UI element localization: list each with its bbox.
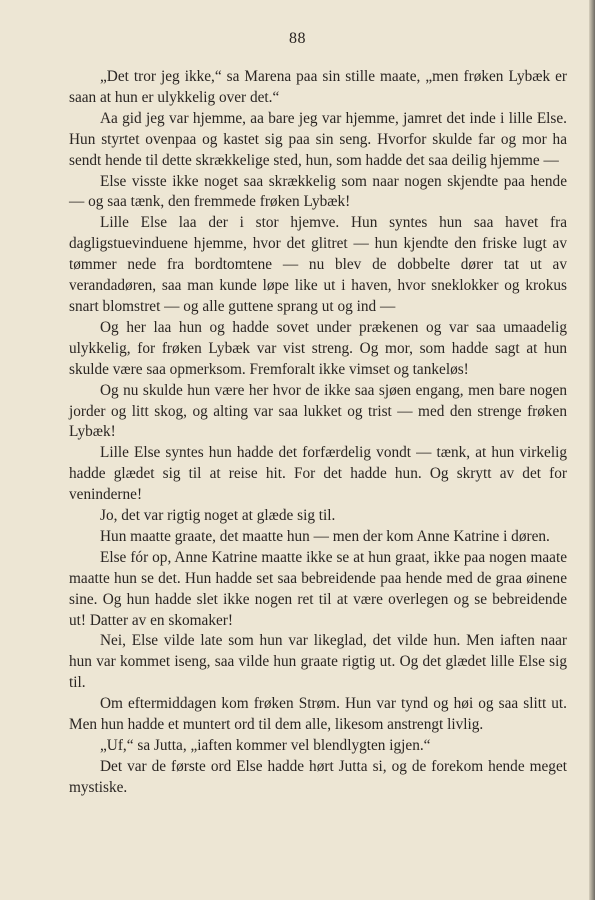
paragraph: Lille Else laa der i stor hjemve. Hun syntes hun saa havet fra dagligstuevinduene hjemme, hvor det glitret — hun kjendte den friske lugt av tømmer nede fra bordtomtene — nu blev de dobbelte dører tat ut av verandadøren, saa man kunde løpe like ut i haven, hvor sneklokker og krokus snart blomstret — og alle guttene sprang ut og ind — (69, 214, 567, 315)
paragraph: „Uf,“ sa Jutta, „iaften kommer vel blendlygten igjen.“ (100, 737, 431, 754)
paragraph: Lille Else syntes hun hadde det forfærdelig vondt — tænk, at hun virkelig hadde glædet sig til at reise hit. For det hadde hun. Og skrytt av det for veninderne! (69, 444, 567, 504)
paragraph: Og her laa hun og hadde sovet under prækenen og var saa umaadelig ulykkelig, for frøken Lybæk var vist streng. Og mor, som hadde sagt at hun skulde være saa opmerksom. Fremforalt ikke vimset og tankeløs! (69, 318, 567, 378)
paragraph: Hun maatte graate, det maatte hun — men der kom Anne Katrine i døren. (100, 527, 550, 545)
paragraph: Om eftermiddagen kom frøken Strøm. Hun var tynd og høi og saa slitt ut. Men hun hadde et muntert ord til dem alle, likesom anstrengt livlig. (69, 695, 567, 734)
paragraph: Jo, det var rigtig noget at glæde sig til. (100, 507, 336, 525)
page-edge (589, 0, 595, 900)
paragraph: Else fór op, Anne Katrine maatte ikke se at hun graat, ikke paa nogen maate maatte hun se det. Hun hadde set saa bebreidende paa hende med de graa øinene sine. Og hun hadde slet ikke nogen ret til at være overlegen og se bebreidende ut! Datter av en skomaker! (69, 548, 567, 629)
paragraph: „Det tror jeg ikke,“ sa Marena paa sin stille maate, „men frøken Lybæk er saan at hun er ulykkelig over det.“ (69, 68, 567, 106)
paragraph: Aa gid jeg var hjemme, aa bare jeg var hjemme, jamret det inde i lille Else. Hun styrtet ovenpaa og kastet sig paa sin seng. Hvorfor skulde far og mor ha sendt hende til dette skrækkelige sted, hun, som hadde det saa deilig hjemme — (69, 109, 567, 169)
paragraph: Det var de første ord Else hadde hørt Jutta si, og de forekom hende meget mystiske. (69, 757, 567, 796)
paragraph: Nei, Else vilde late som hun var likeglad, det vilde hun. Men iaften naar hun var kommet iseng, saa vilde hun graate rigtig ut. Og det glædet lille Else sig til. (69, 632, 567, 692)
page-number: 88 (289, 30, 306, 47)
paragraph: Else visste ikke noget saa skrækkelig som naar nogen skjendte paa hende — og saa tænk, den fremmede frøken Lybæk! (69, 172, 567, 211)
paragraph: Og nu skulde hun være her hvor de ikke saa sjøen engang, men bare nogen jorder og litt skog, og alting var saa lukket og trist — med den strenge frøken Lybæk! (69, 381, 567, 441)
body-text (69, 67, 567, 799)
